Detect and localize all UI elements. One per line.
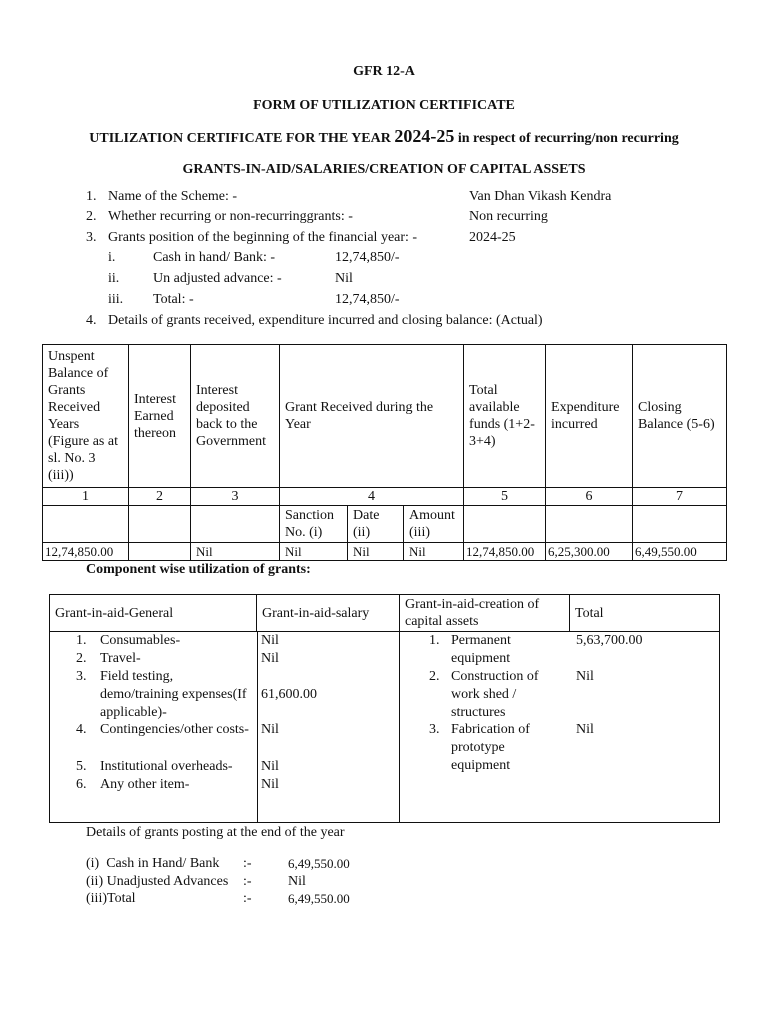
list-item-number: 5. <box>76 759 87 774</box>
cell: 6,25,300.00 <box>546 543 633 561</box>
col-number: 7 <box>633 488 727 506</box>
data-row <box>43 543 727 561</box>
subitem-label: Cash in hand/ Bank: - <box>153 250 276 265</box>
component-header-row <box>50 595 720 632</box>
header-row <box>43 345 727 488</box>
subitem-value: 12,74,850/- <box>335 250 400 265</box>
cell: 12,74,850.00 <box>464 543 546 561</box>
cell: Nil <box>348 543 404 561</box>
form-title: FORM OF UTILIZATION CERTIFICATE <box>253 98 515 113</box>
posting-value: 6,49,550.00 <box>288 856 350 871</box>
posting-value: Nil <box>288 874 306 889</box>
col-number: 6 <box>546 488 633 506</box>
cell: 12,74,850.00 <box>43 543 129 561</box>
posting-sep: :- <box>243 874 252 889</box>
header-interest-deposited: Interest deposited back to the Government <box>191 345 280 488</box>
posting-label: (ii) Unadjusted Advances <box>86 874 229 889</box>
item-label: Name of the Scheme: - <box>108 189 238 204</box>
item-label: Whether recurring or non-recurringgrants: - <box>108 209 353 224</box>
col-number: 1 <box>43 488 129 506</box>
posting-label: (i) Cash in Hand/ Bank <box>86 856 220 871</box>
col-number: 5 <box>464 488 546 506</box>
header-grant-received: Grant Received during the Year <box>280 345 464 488</box>
item-label: Grants position of the beginning of the financial year: - <box>108 230 418 245</box>
list-item-label: Institutional overheads- <box>100 759 233 774</box>
item-value: 2024-25 <box>469 230 516 245</box>
header-interest-earned: Interest Earned thereon <box>129 345 191 488</box>
subtitle: GRANTS-IN-AID/SALARIES/CREATION OF CAPITAL ASSETS <box>182 162 586 177</box>
header-general: Grant-in-aid-General <box>50 595 257 632</box>
item-number: 1. <box>86 189 97 204</box>
item-number: 3. <box>86 230 97 245</box>
list-item-label: Fabrication of prototype equipment <box>451 722 530 773</box>
list-item-value: 61,600.00 <box>261 687 317 702</box>
sub-header-amount: Amount (iii) <box>404 506 464 543</box>
cell <box>129 543 191 561</box>
subitem-label: Total: - <box>153 292 194 307</box>
posting-value: 6,49,550.00 <box>288 891 350 906</box>
list-item-label: Any other item- <box>100 777 190 792</box>
list-item-label: Field testing, demo/training expenses(If applicable)- <box>100 669 247 720</box>
posting-sep: :- <box>243 856 252 871</box>
header-unspent-balance: Unspent Balance of Grants Received Years (Figure as at sl. No. 3 (iii)) <box>43 345 129 488</box>
column-number-row <box>43 488 727 506</box>
subitem-number: iii. <box>108 292 124 307</box>
column-divider <box>257 632 258 822</box>
cell: 6,49,550.00 <box>633 543 727 561</box>
list-item-value: Nil <box>576 722 594 737</box>
list-item-number: 4. <box>76 722 87 737</box>
list-item-label: Consumables- <box>100 633 181 648</box>
list-item-label: Contingencies/other costs- <box>100 722 249 737</box>
list-item-value: Nil <box>261 759 279 774</box>
posting-sep: :- <box>243 891 252 906</box>
list-item-value: 5,63,700.00 <box>576 633 643 648</box>
cert-prefix: UTILIZATION CERTIFICATE FOR THE YEAR <box>89 131 391 146</box>
header-salary: Grant-in-aid-salary <box>257 595 400 632</box>
col-number: 2 <box>129 488 191 506</box>
header-capital: Grant-in-aid-creation of capital assets <box>400 595 570 632</box>
subitem-value: Nil <box>335 271 353 286</box>
item-number: 4. <box>86 313 97 328</box>
cell: Nil <box>191 543 280 561</box>
list-item-label: Travel- <box>100 651 141 666</box>
list-item-number: 1. <box>76 633 87 648</box>
header-expenditure: Expenditure incurred <box>546 345 633 488</box>
posting-label: (iii)Total <box>86 891 136 906</box>
header-total: Total <box>570 595 720 632</box>
grants-table <box>42 344 727 561</box>
list-item-number: 3. <box>76 669 87 684</box>
cell: Nil <box>280 543 348 561</box>
list-item-value: Nil <box>576 669 594 684</box>
cert-suffix: in respect of recurring/non recurring <box>457 131 679 146</box>
posting-title: Details of grants posting at the end of the year <box>86 825 345 840</box>
list-item-number: 2. <box>429 669 440 684</box>
list-item-number: 6. <box>76 777 87 792</box>
certificate-heading <box>0 126 768 147</box>
subitem-number: ii. <box>108 271 120 286</box>
list-item-value: Nil <box>261 633 279 648</box>
list-item-label: Construction of work shed / structures <box>451 669 539 720</box>
sub-header-row <box>43 506 727 543</box>
list-item-number: 2. <box>76 651 87 666</box>
sub-header-sanction: Sanction No. (i) <box>280 506 348 543</box>
header-closing-balance: Closing Balance (5-6) <box>633 345 727 488</box>
item-number: 2. <box>86 209 97 224</box>
form-code: GFR 12-A <box>353 64 415 79</box>
item-label: Details of grants received, expenditure incurred and closing balance: (Actual) <box>108 313 543 328</box>
header-total-funds: Total available funds (1+2-3+4) <box>464 345 546 488</box>
list-item-number: 1. <box>429 633 440 648</box>
item-value: Van Dhan Vikash Kendra <box>469 189 612 204</box>
cert-year: 2024-25 <box>394 126 455 146</box>
list-item-value: Nil <box>261 722 279 737</box>
item-value: Non recurring <box>469 209 548 224</box>
subitem-number: i. <box>108 250 116 265</box>
col-number: 4 <box>280 488 464 506</box>
sub-header-date: Date (ii) <box>348 506 404 543</box>
list-item-number: 3. <box>429 722 440 737</box>
component-title: Component wise utilization of grants: <box>86 562 311 577</box>
col-number: 3 <box>191 488 280 506</box>
subitem-value: 12,74,850/- <box>335 292 400 307</box>
list-item-label: Permanent equipment <box>451 633 511 666</box>
list-item-value: Nil <box>261 777 279 792</box>
subitem-label: Un adjusted advance: - <box>153 271 282 286</box>
cell: Nil <box>404 543 464 561</box>
list-item-value: Nil <box>261 651 279 666</box>
